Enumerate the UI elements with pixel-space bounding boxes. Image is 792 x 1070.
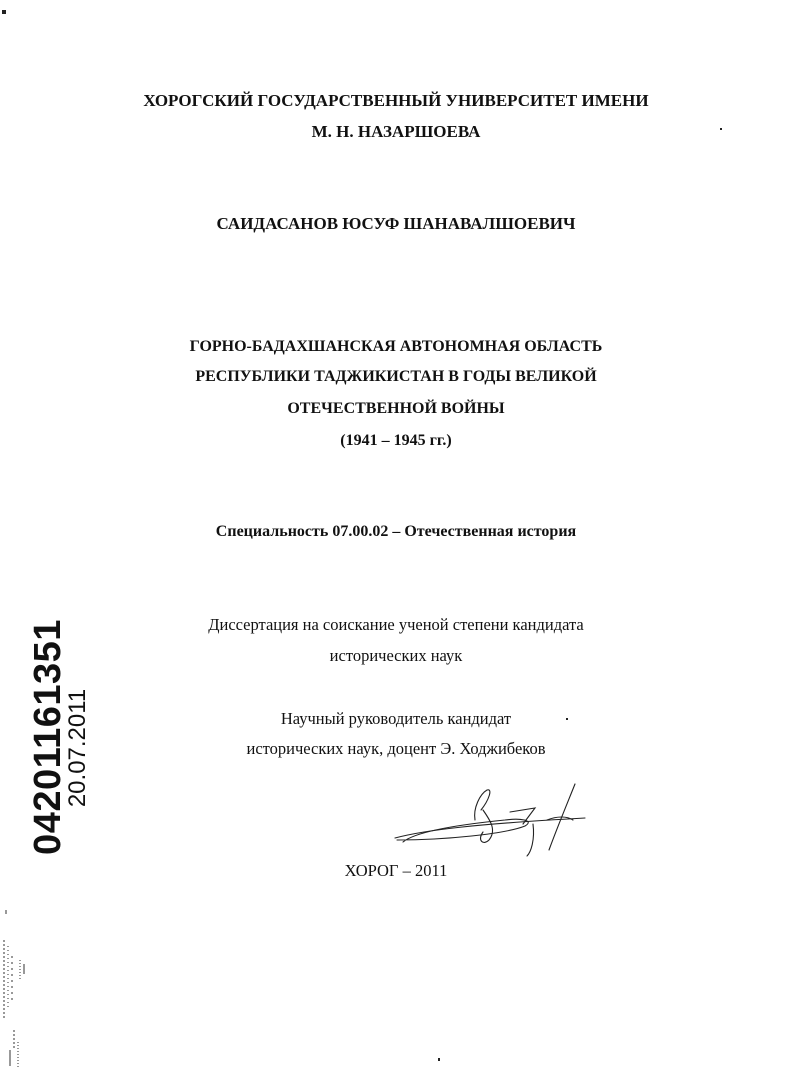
university-name-line2: М. Н. НАЗАРШОЕВА	[311, 122, 481, 141]
scan-edge-noise	[0, 900, 40, 1070]
specialty: Специальность 07.00.02 – Отечественная история	[215, 523, 577, 540]
scan-speck	[2, 10, 6, 14]
scan-speck	[720, 128, 722, 130]
author-name: САИДАСАНОВ ЮСУФ ШАНАВАЛШОЕВИЧ	[216, 214, 576, 233]
university-name-line1: ХОРОГСКИЙ ГОСУДАРСТВЕННЫЙ УНИВЕРСИТЕТ ИМЕНИ	[143, 91, 649, 110]
scan-speck	[438, 1058, 440, 1061]
dissertation-line2: исторических наук	[329, 646, 463, 665]
scan-speck	[566, 718, 568, 720]
title-line2: РЕСПУБЛИКИ ТАДЖИКИСТАН В ГОДЫ ВЕЛИКОЙ	[195, 368, 597, 385]
title-years: (1941 – 1945 гг.)	[340, 432, 452, 449]
registration-number-stamp: 04201161351	[27, 619, 69, 855]
signature-image	[385, 780, 595, 860]
advisor-line1: Научный руководитель кандидат	[280, 709, 512, 728]
title-line3: ОТЕЧЕСТВЕННОЙ ВОЙНЫ	[287, 400, 505, 417]
title-line1: ГОРНО-БАДАХШАНСКАЯ АВТОНОМНАЯ ОБЛАСТЬ	[189, 338, 603, 355]
place-year: ХОРОГ – 2011	[344, 861, 448, 880]
advisor-line2: исторических наук, доцент Э. Ходжибеков	[246, 739, 546, 758]
registration-date-stamp: 20.07.2011	[64, 688, 91, 808]
dissertation-line1: Диссертация на соискание ученой степени кандидата	[208, 615, 584, 634]
